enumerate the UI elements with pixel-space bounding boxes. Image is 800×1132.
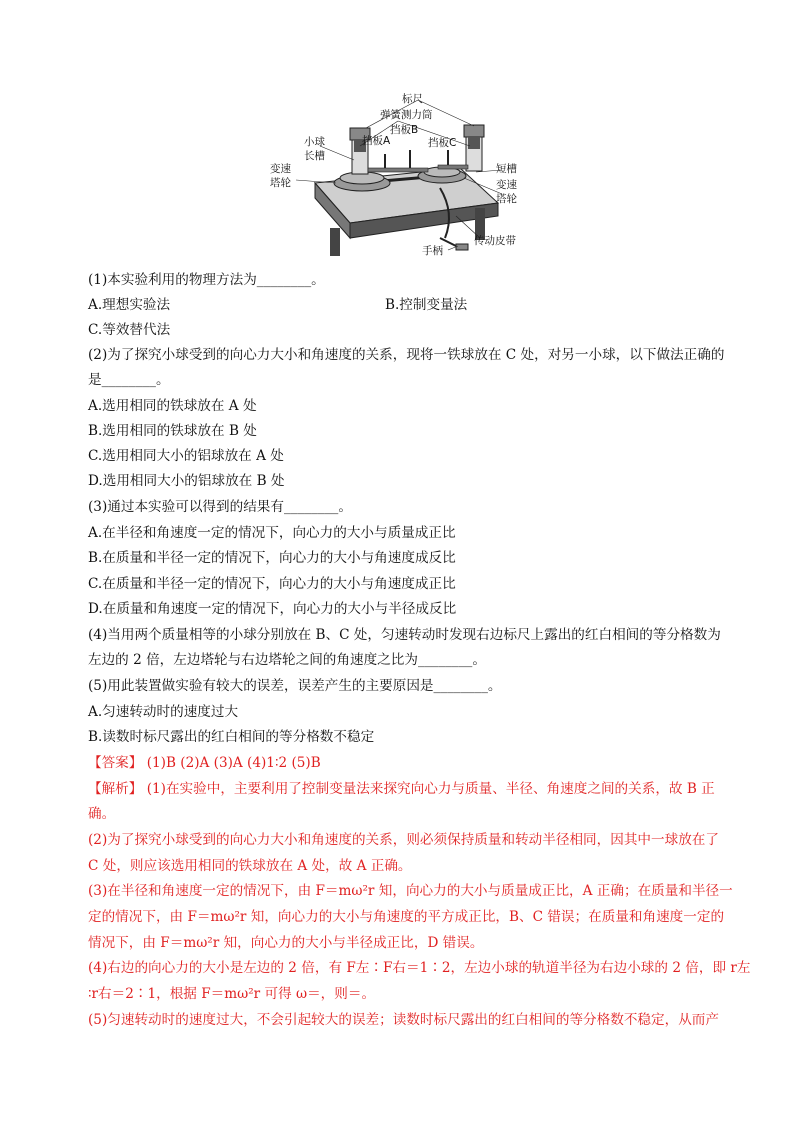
label-short-slot: 短槽	[496, 163, 517, 175]
analysis-line-8: (4)右边的向心力的大小是左边的 2 倍，有 F左∶F右＝1∶2，左边小球的轨道半径为右边小球的 2 倍，即 r左	[88, 960, 751, 976]
analysis-line-4: C 处，则应该选用相同的铁球放在 A 处，故 A 正确。	[88, 858, 412, 874]
q1-option-b: B.控制变量法	[385, 297, 468, 313]
label-baffle-a: 挡板A	[362, 135, 391, 147]
label-ball: 小球	[304, 136, 325, 148]
q2-option-d: D.选用相同大小的铝球放在 B 处	[88, 473, 285, 489]
label-tower-left-1: 变速	[270, 163, 291, 175]
label-belt: 传动皮带	[474, 235, 516, 247]
analysis-line-7: 情况下，由 F＝mω²r 知，向心力的大小与半径成正比，D 错误。	[88, 935, 484, 951]
q3-option-a: A.在半径和角速度一定的情况下，向心力的大小与质量成正比	[88, 525, 456, 541]
analysis-line-10: (5)匀速转动时的速度过大，不会引起较大的误差；读数时标尺露出的红白相间的等分格数不稳定，从而产	[88, 1012, 719, 1028]
q4-stem-line1: (4)当用两个质量相等的小球分别放在 B、C 处，匀速转动时发现右边标尺上露出的红白相间的等分格数为	[88, 627, 721, 643]
label-long-slot: 长槽	[304, 150, 325, 162]
label-tower-right-2: 塔轮	[496, 193, 517, 205]
q5-stem: (5)用此装置做实验有较大的误差，误差产生的主要原因是________。	[88, 678, 502, 694]
q2-option-a: A.选用相同的铁球放在 A 处	[88, 398, 257, 414]
q2-option-c: C.选用相同大小的铝球放在 A 处	[88, 448, 284, 464]
q2-stem-line1: (2)为了探究小球受到的向心力大小和角速度的关系，现将一铁球放在 C 处，对另一小球，以下做法正确的	[88, 347, 725, 363]
q1-stem: (1)本实验利用的物理方法为________。	[88, 272, 325, 288]
analysis-line-1: 【解析】 (1)在实验中，主要利用了控制变量法来探究向心力与质量、半径、角速度之间的关系，故 B 正	[88, 781, 715, 797]
q2-stem-line2: 是________。	[88, 372, 170, 388]
label-tower-right-1: 变速	[496, 179, 517, 191]
analysis-line-6: 定的情况下，由 F＝mω²r 知，向心力的大小与角速度的平方成正比，B、C 错误；在质量和角速度一定的	[88, 909, 725, 925]
analysis-line-5: (3)在半径和角速度一定的情况下，由 F＝mω²r 知，向心力的大小与质量成正比，A 正确；在质量和半径一	[88, 883, 733, 899]
analysis-line-3: (2)为了探究小球受到的向心力大小和角速度的关系，则必须保持质量和转动半径相同，因其中一球放在了	[88, 832, 719, 848]
label-baffle-c: 挡板C	[428, 137, 457, 149]
q3-stem: (3)通过本实验可以得到的结果有________。	[88, 499, 352, 515]
analysis-line-2: 确。	[88, 806, 116, 822]
q5-option-b: B.读数时标尺露出的红白相间的等分格数不稳定	[88, 729, 375, 745]
q1-option-a: A.理想实验法	[88, 297, 171, 313]
q2-option-b: B.选用相同的铁球放在 B 处	[88, 423, 257, 439]
q3-option-d: D.在质量和角速度一定的情况下，向心力的大小与半径成反比	[88, 601, 457, 617]
q4-stem-line2: 左边的 2 倍，左边塔轮与右边塔轮之间的角速度之比为________。	[88, 652, 486, 668]
label-ruler: 标尺	[402, 93, 423, 105]
label-tower-left-2: 塔轮	[270, 177, 291, 189]
q3-option-b: B.在质量和半径一定的情况下，向心力的大小与角速度成反比	[88, 550, 456, 566]
analysis-line-9: ∶r右＝2∶1，根据 F＝mω²r 可得 ω＝，则＝。	[88, 986, 376, 1002]
q5-option-a: A.匀速转动时的速度过大	[88, 704, 239, 720]
q3-option-c: C.在质量和半径一定的情况下，向心力的大小与角速度成正比	[88, 576, 456, 592]
answer-line: 【答案】 (1)B (2)A (3)A (4)1∶2 (5)B	[88, 755, 321, 771]
q1-option-c: C.等效替代法	[88, 322, 171, 338]
apparatus-figure	[270, 88, 520, 260]
label-spring: 弹簧测力筒	[380, 109, 433, 121]
label-handle: 手柄	[422, 245, 443, 257]
label-baffle-b: 挡板B	[390, 124, 419, 136]
